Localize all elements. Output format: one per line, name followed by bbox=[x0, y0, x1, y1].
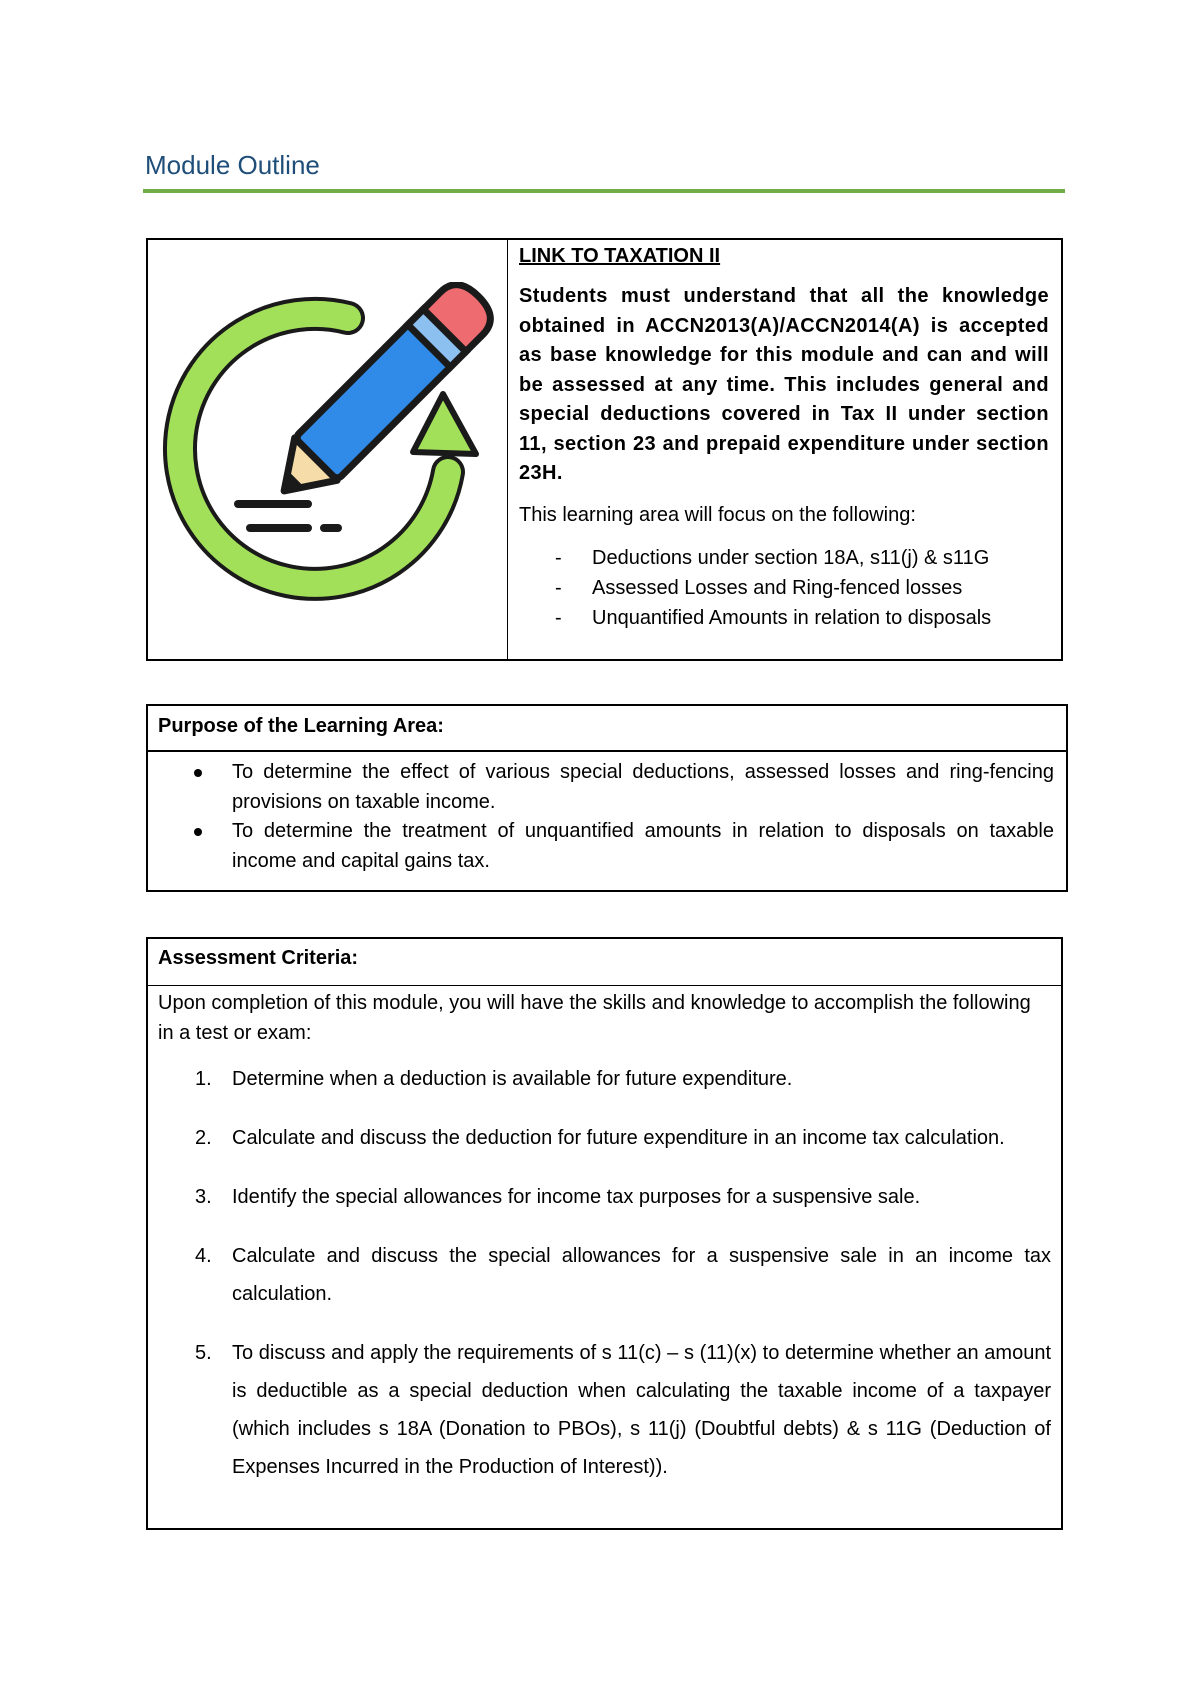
list-item: 5. To discuss and apply the requirements of s 11(c) – s (11)(x) to determine whether an amount is deductible as a special deduction when calculating the taxable income of a taxpayer (which includes s 18A (Donation to PBOs), s 11(j) (Doubtful debts) & s 11G (Deduction of Expenses Incurred in the Production of Interest)). bbox=[195, 1342, 1051, 1478]
list-item: 1. Determine when a deduction is available for future expenditure. bbox=[195, 1068, 793, 1090]
focus-intro: This learning area will focus on the following: bbox=[519, 503, 916, 526]
page-title: Module Outline bbox=[145, 150, 320, 180]
list-item: - Assessed Losses and Ring-fenced losses bbox=[555, 576, 963, 599]
link-to-taxation-box bbox=[146, 238, 1063, 661]
list-item: 4. Calculate and discuss the special allowances for a suspensive sale in an income tax calculation. bbox=[195, 1245, 1051, 1305]
bullet-icon bbox=[194, 828, 202, 836]
list-item: 3. Identify the special allowances for income tax purposes for a suspensive sale. bbox=[195, 1186, 921, 1208]
list-item: 2. Calculate and discuss the deduction for future expenditure in an income tax calculation. bbox=[195, 1127, 1005, 1149]
list-item: To determine the treatment of unquantified amounts in relation to disposals on taxable income and capital gains tax. bbox=[148, 817, 1054, 876]
link-heading: LINK TO TAXATION II bbox=[519, 245, 721, 267]
bullet-icon bbox=[194, 769, 202, 777]
icon-cell bbox=[148, 240, 508, 659]
pencil-refresh-icon bbox=[158, 282, 494, 618]
assessment-list bbox=[148, 1060, 1061, 1486]
purpose-box bbox=[146, 704, 1068, 892]
assessment-box bbox=[146, 937, 1063, 1530]
purpose-list bbox=[148, 752, 1066, 876]
assessment-heading: Assessment Criteria: bbox=[148, 939, 1061, 986]
list-item: - Deductions under section 18A, s11(j) & s11G bbox=[555, 546, 990, 569]
list-item: To determine the effect of various special deductions, assessed losses and ring-fencing provisions on taxable income. bbox=[148, 758, 1054, 817]
focus-list bbox=[519, 543, 1049, 633]
assessment-intro: Upon completion of this module, you will have the skills and knowledge to accomplish the following in a test or exam: bbox=[158, 992, 1031, 1044]
list-item: - Unquantified Amounts in relation to disposals bbox=[555, 606, 992, 629]
title-divider bbox=[143, 189, 1065, 193]
base-knowledge-text: Students must understand that all the knowledge obtained in ACCN2013(A)/ACCN2014(A) is accepted as base knowledge for this module and can and will be assessed at any time. This includes general and special deductions covered in Tax II under section 11, section 23 and prepaid expenditure under section 23H. bbox=[519, 285, 1049, 484]
link-text-cell bbox=[508, 240, 1061, 659]
purpose-heading: Purpose of the Learning Area: bbox=[148, 706, 1066, 752]
